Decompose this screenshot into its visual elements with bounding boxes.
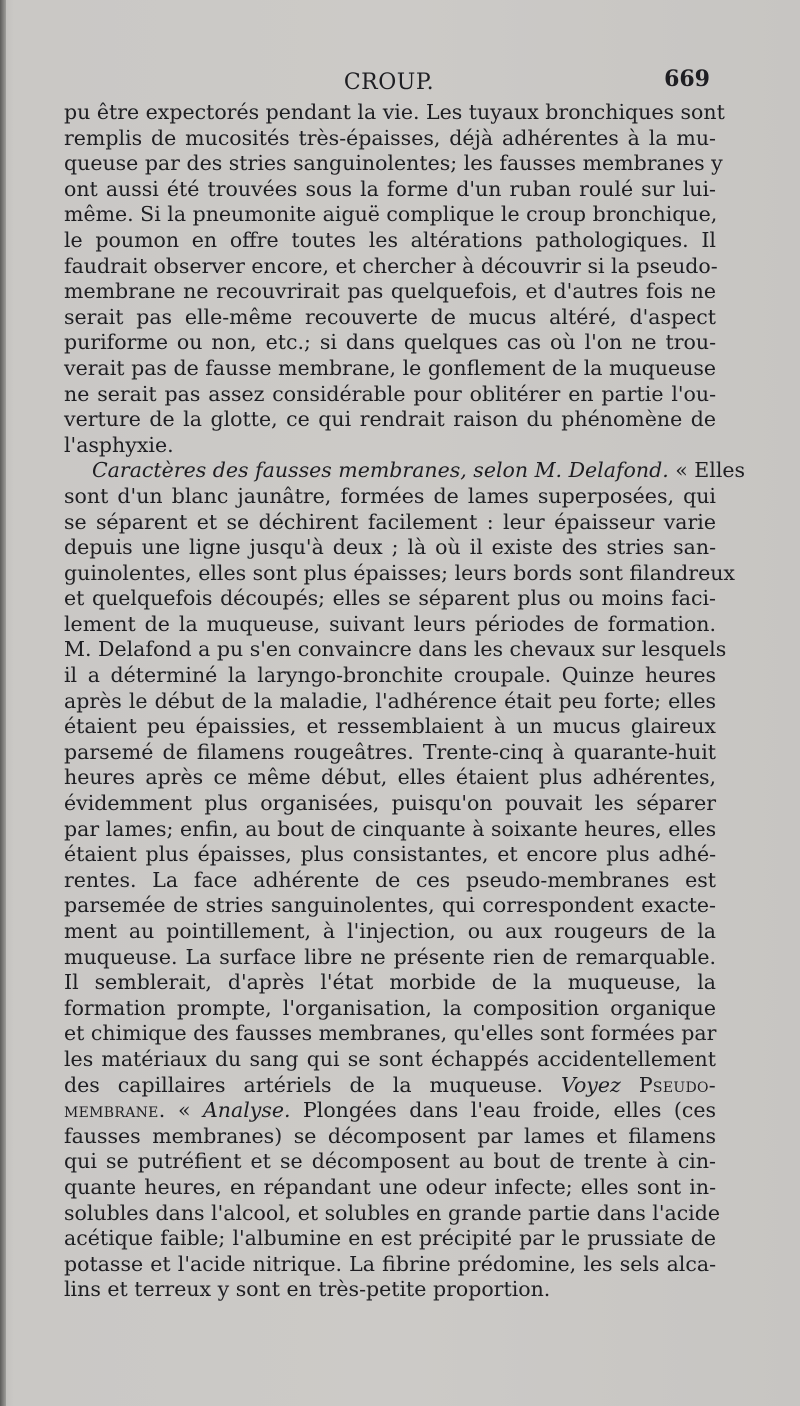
text-line: Il semblerait, d'après l'état morbide de la muqueuse, la (64, 970, 716, 995)
analysis-heading: Analyse. (202, 1098, 291, 1123)
membrane-reference: membrane. (64, 1098, 166, 1123)
text-line: et chimique des fausses membranes, qu'elles sont formées par (64, 1021, 717, 1046)
text-line: l'asphyxie. (64, 432, 174, 457)
text-line: serait pas elle-même recouverte de mucus altéré, d'aspect (64, 304, 716, 329)
section-heading-line (64, 458, 746, 484)
text-line: parsemé de filamens rougeâtres. Trente-cinq à quarante-huit (64, 739, 716, 764)
text-line: sont d'un blanc jaunâtre, formées de lames superposées, qui (64, 483, 716, 508)
text-line: acétique faible; l'albumine en est précipité par le prussiate de (64, 1226, 716, 1251)
text-line: muqueuse. La surface libre ne présente rien de remarquable. (64, 944, 716, 969)
text-line: formation prompte, l'organisation, la composition organique (64, 995, 716, 1020)
text-line: et quelquefois découpés; elles se séparent plus ou moins faci- (64, 586, 716, 611)
text-line: remplis de mucosités très-épaisses, déjà adhérentes à la mu- (64, 125, 716, 150)
text-line: guinolentes, elles sont plus épaisses; leurs bords sont filandreux (64, 560, 735, 585)
text-body (64, 100, 746, 1303)
text-fragment: des capillaires artériels de la muqueuse. (64, 1072, 544, 1097)
text-line: potasse et l'acide nitrique. La fibrine prédomine, les sels alca- (64, 1251, 716, 1276)
text-line: heures après ce même début, elles étaient plus adhérentes, (64, 765, 716, 790)
text-line: lement de la muqueuse, suivant leurs périodes de formation. (64, 611, 716, 636)
text-line: lins et terreux y sont en très-petite proportion. (64, 1277, 551, 1302)
text-line: étaient plus épaisses, plus consistantes, et encore plus adhé- (64, 842, 716, 867)
text-line: membrane ne recouvrirait pas quelquefois, et d'autres fois ne (64, 279, 716, 304)
text-line: rentes. La face adhérente de ces pseudo-membranes est (64, 867, 716, 892)
quote-mark: « (165, 1098, 203, 1123)
text-line: après le début de la maladie, l'adhérence était peu forte; elles (64, 688, 716, 713)
text-line: solubles dans l'alcool, et solubles en grande partie dans l'acide (64, 1200, 720, 1225)
text-line: il a déterminé la laryngo-bronchite croupale. Quinze heures (64, 663, 716, 688)
running-title: CROUP. (343, 70, 435, 95)
pseudo-reference: Pseudo- (638, 1072, 716, 1097)
text-line: ment au pointillement, à l'injection, ou aux rougeurs de la (64, 919, 716, 943)
text-line: les matériaux du sang qui se sont échappés accidentellement (64, 1046, 716, 1071)
quote-start: « Elles (668, 458, 746, 483)
text-line: évidemment plus organisées, puisqu'on pouvait les séparer (64, 791, 716, 816)
text-line: se séparent et se déchirent facilement : leur épaisseur varie (64, 509, 716, 534)
text-line: verait pas de fausse membrane, le gonflement de la muqueuse (64, 355, 716, 380)
text-line: ne serait pas assez considérable pour oblitérer en partie l'ou- (64, 381, 716, 406)
text-line: pu être expectorés pendant la vie. Les tuyaux bronchiques sont (64, 100, 725, 124)
text-fragment: Plongées dans l'eau froide, elles (ces (290, 1098, 716, 1123)
text-line: même. Si la pneumonite aiguë complique le croup bronchique, (64, 202, 718, 227)
text-line: puriforme ou non, etc.; si dans quelques cas où l'on ne trou- (64, 330, 716, 355)
analysis-line (64, 1098, 716, 1124)
text-line: qui se putréfient et se décomposent au bout de trente à cin- (64, 1149, 716, 1174)
text-line: M. Delafond a pu s'en convaincre dans les chevaux sur lesquels (64, 637, 727, 662)
text-line: le poumon en offre toutes les altérations pathologiques. Il (64, 227, 716, 252)
text-line: queuse par des stries sanguinolentes; les fausses membranes y (64, 151, 723, 176)
text-line: parsemée de stries sanguinolentes, qui correspondent exacte- (64, 893, 716, 918)
see-reference: Voyez (561, 1072, 621, 1097)
text-line: ont aussi été trouvées sous la forme d'un ruban roulé sur lui- (64, 176, 716, 201)
text-line: par lames; enfin, au bout de cinquante à soixante heures, elles (64, 816, 717, 841)
text-line: verture de la glotte, ce qui rendrait raison du phénomène de (64, 407, 716, 432)
page-gutter-edge (0, 0, 6, 1406)
cross-reference-line (64, 1073, 716, 1099)
section-heading: Caractères des fausses membranes, selon M. Delafond. (92, 458, 669, 483)
text-line: faudrait observer encore, et chercher à découvrir si la pseudo- (64, 253, 718, 278)
text-line: quante heures, en répandant une odeur infecte; elles sont in- (64, 1174, 716, 1199)
page-number: 669 (664, 66, 710, 92)
text-line: depuis une ligne jusqu'à deux ; là où il existe des stries san- (64, 535, 716, 560)
text-line: étaient peu épaissies, et ressemblaient à un mucus glaireux (64, 714, 716, 739)
text-line: fausses membranes) se décomposent par lames et filamens (64, 1123, 716, 1148)
